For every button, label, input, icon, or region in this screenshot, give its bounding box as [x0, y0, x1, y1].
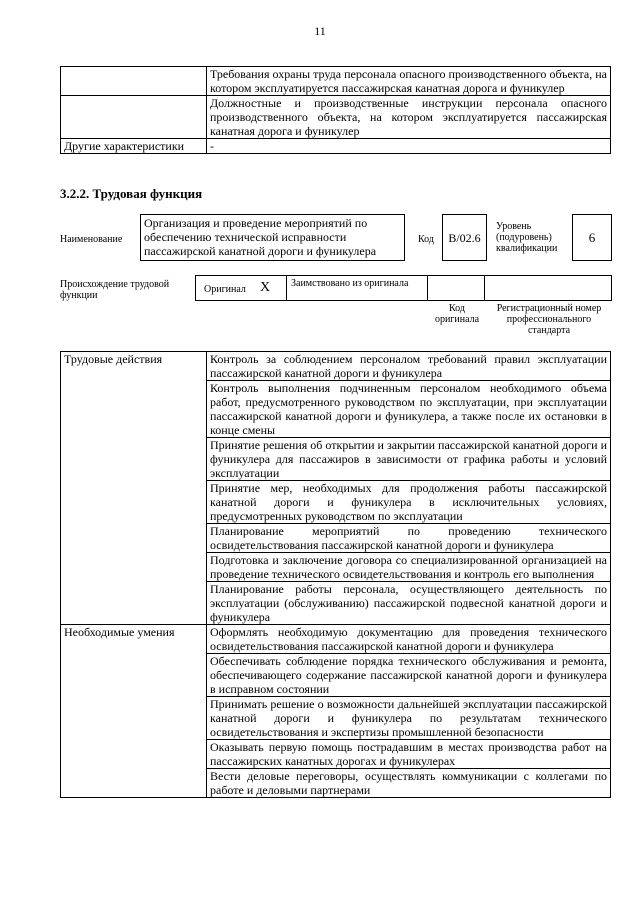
main-table [60, 351, 611, 798]
row-text: Должностные и производственные инструкции персонала опасного производственного объекта, на котором эксплуатируется пассажирская канатная дорога и фуникулер [207, 96, 611, 139]
list-item: Принятие мер, необходимых для продолжения работы пассажирской канатной дороги и фуникулера в исключительных условиях, предусмотренных руководством по эксплуатации [207, 481, 611, 524]
level-value: 6 [588, 230, 596, 245]
code-original-caption: Код оригинала [434, 303, 480, 325]
section-label: Трудовые действия [61, 352, 207, 625]
original-label: Оригинал [204, 284, 246, 295]
list-item: Обеспечивать соблюдение порядка технического обслуживания и ремонта, обеспечивающего содержание пассажирской канатной дороги и фуникулера в исправном состоянии [207, 654, 611, 697]
code-label: Код [418, 234, 434, 245]
list-item: Оказывать первую помощь пострадавшим в местах производства работ на пассажирских канатных дорогах и фуникулерах [207, 740, 611, 769]
reg-number-cell [484, 275, 612, 301]
row-label: Другие характеристики [61, 139, 207, 154]
origin-row [195, 275, 612, 301]
list-item: Вести деловые переговоры, осуществлять коммуникации с коллегами по работе и деловыми партнерами [207, 769, 611, 798]
list-item: Планирование мероприятий по проведению технического освидетельствования пассажирской канатной дороги и фуникулера [207, 524, 611, 553]
list-item: Оформлять необходимую документацию для проведения технического освидетельствования пассажирской канатной дороги и фуникулера [207, 625, 611, 654]
page-number: 11 [314, 24, 326, 38]
list-item: Принимать решение о возможности дальнейшей эксплуатации пассажирской канатной дороги и фуникулера по результатам технического освидетельствования и экспертизы промышленной безопасности [207, 697, 611, 740]
list-item: Подготовка и заключение договора со специализированной организацией на проведение технического освидетельствования и контроль его выполнения [207, 553, 611, 582]
reg-number-caption: Регистрационный номер профессионального стандарта [496, 303, 602, 336]
row-label [61, 96, 207, 139]
section-title: 3.2.2. Трудовая функция [60, 186, 203, 201]
origin-label: Происхождение трудовой функции [60, 279, 170, 301]
table-row [61, 625, 611, 654]
name-value: Организация и проведение мероприятий по обеспечению технической исправности пассажирской канатной дороги и фуникулера [144, 216, 377, 258]
table-row [61, 67, 611, 96]
list-item: Принятие решения об открытии и закрытии пассажирской канатной дороги и фуникулера для пассажиров в зависимости от графика работы и условий эксплуатации [207, 438, 611, 481]
table-row [61, 139, 611, 154]
level-value-box [572, 214, 612, 261]
borrowed-label: Заимствовано из оригинала [291, 278, 409, 289]
top-table [60, 66, 611, 154]
list-item: Планирование работы персонала, осуществляющего деятельность по эксплуатации (обслуживанию) пассажирской подвесной канатной дороги и фуникулера [207, 582, 611, 625]
code-original-cell [427, 275, 485, 301]
original-mark: X [260, 280, 271, 295]
list-item: Контроль за соблюдением персоналом требований правил эксплуатации пассажирской канатной дороги и фуникулера [207, 352, 611, 381]
level-label: Уровень (подуровень) квалификации [496, 221, 558, 254]
row-text: Требования охраны труда персонала опасного производственного объекта, на котором эксплуатируется пассажирская канатная дорога и фуникулер [207, 67, 611, 96]
row-text: - [207, 139, 611, 154]
code-value: B/02.6 [448, 231, 481, 245]
section-label: Необходимые умения [61, 625, 207, 798]
name-label: Наименование [60, 234, 123, 245]
code-value-box [442, 214, 487, 261]
table-row [61, 96, 611, 139]
list-item: Контроль выполнения подчиненным персоналом необходимого объема работ, предусмотренного руководством по эксплуатации, при эксплуатации пассажирской канатной дороги и фуникулера, а также после их остановки в конце смены [207, 381, 611, 438]
original-cell [195, 275, 287, 301]
row-label [61, 67, 207, 96]
borrowed-cell [286, 275, 428, 301]
table-row [61, 352, 611, 381]
name-value-box [140, 214, 405, 261]
